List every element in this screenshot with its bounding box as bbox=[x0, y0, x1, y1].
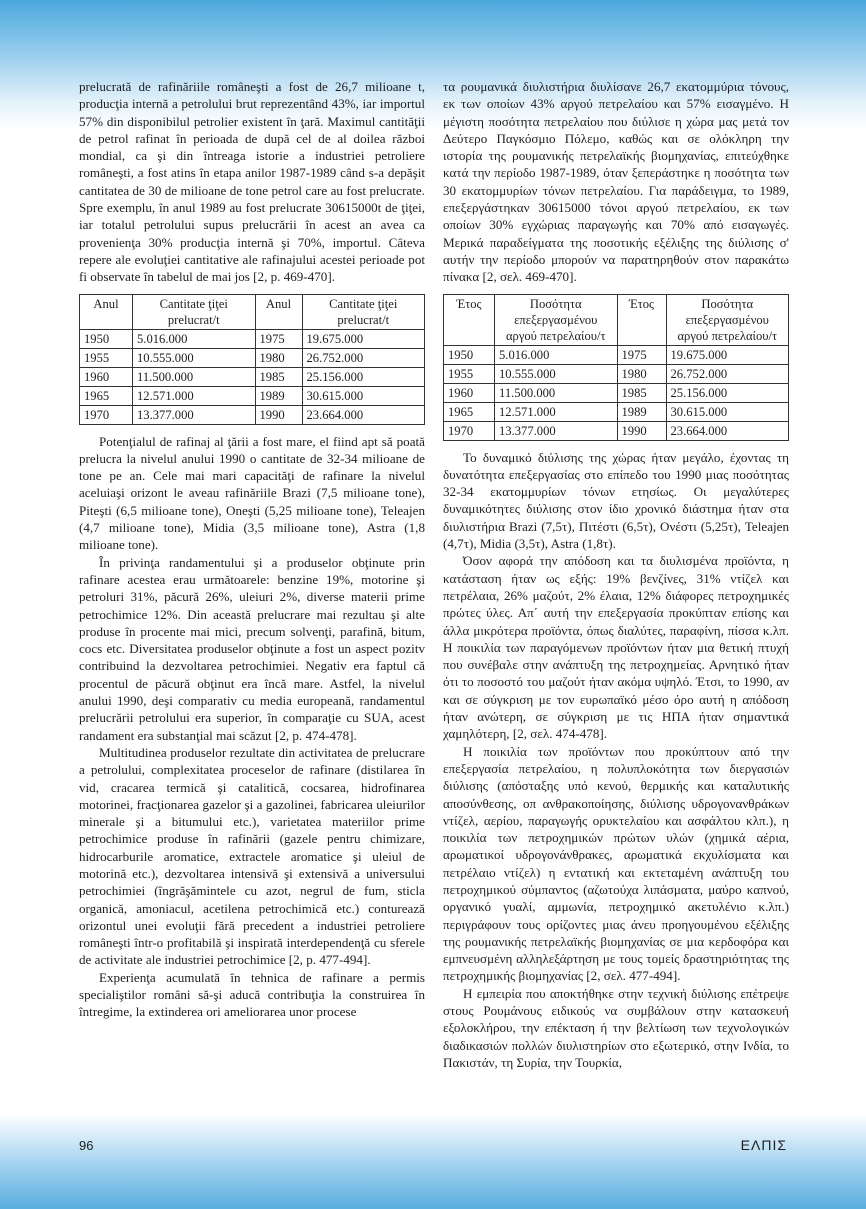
refining-table-ro bbox=[79, 294, 425, 425]
table-row bbox=[444, 383, 789, 402]
table-cell: 1960 bbox=[80, 367, 133, 386]
table-cell: 1990 bbox=[255, 405, 302, 424]
table-header-cell: Anul bbox=[80, 294, 133, 329]
table-header-cell: Cantitate ţiţei prelucrat/t bbox=[302, 294, 425, 329]
paragraph: Η εμπειρία που αποκτήθηκε στην τεχνική διύλισης επέτρεψε στους Ρουμάνους ειδικούς να συμβάλουν στην κατασκευή εξολοκλήρου, την επέκταση ή την βελτίωση των τεχνολογικών διαδικασιών πολλών διυλιστηρίων στο εξωτερικό, στην Ινδία, το Πακιστάν, τη Συρία, την Τουρκία, bbox=[443, 985, 789, 1070]
table-cell: 5.016.000 bbox=[133, 329, 256, 348]
table-cell: 1985 bbox=[617, 383, 666, 402]
table-cell: 1950 bbox=[444, 345, 495, 364]
table-cell: 1980 bbox=[255, 348, 302, 367]
table-row bbox=[80, 405, 425, 424]
table-cell: 11.500.000 bbox=[495, 383, 618, 402]
table-cell: 1960 bbox=[444, 383, 495, 402]
paragraph: Όσον αφορά την απόδοση και τα διυλισμένα προϊόντα, η κατάσταση ήταν ως εξής: 19% βενζίνες, 31% ντίζελ και πετρέλαια, 26% μαζούτ, 2% έλαια, 12% διάφορες πετροχημικές πρώτες ύλες. Απ΄ αυτή την επεξεργασία προκύπταν επίσης και άλλα μικρότερα προϊόντα, όπως διαλύτες, παραφίνη, πίσσα κ.λπ. Η ποικιλία των παραγόμενων προϊόντων ήταν μια θετική πτυχή που συνέβαλε στην ανάπτυξη της πετροχημείας. Αρνητικό ήταν ότι το ποσοστό του μαζούτ ήταν ακόμα υψηλό. Έτσι, το 1990, αν και σε σύγκριση με τον ευρωπαϊκό μέσο όρο αυτή η απόδοση ήταν ανώτερη, σε σύγκριση με τις ΗΠΑ ήταν σημαντικά χαμηλότερη, [2, σελ. 474-478]. bbox=[443, 553, 789, 742]
table-cell: 1965 bbox=[80, 386, 133, 405]
table-cell: 1989 bbox=[617, 402, 666, 421]
journal-name: ΕΛΠΙΣ bbox=[740, 1137, 787, 1153]
paragraph: Potenţialul de rafinaj al ţării a fost mare, el fiind apt să poată prelucra la nivelul anului 1990 o cantitate de 32-34 milioane de tone pe an. Cele mai mari capacităţi de rafinare la nivelul aceluiaşi orizont le aveau rafinăriile Brazi (7,5 milioane tone), Piteşti (6,5 milioane tone), Oneşti (5,25 milioane tone), Teleajen (4,7 milioane tone), Midia (3,5 milioane tone), Astra (1,8 milioane tone). bbox=[79, 433, 425, 553]
table-cell: 13.377.000 bbox=[133, 405, 256, 424]
table-cell: 1980 bbox=[617, 364, 666, 383]
table-cell: 30.615.000 bbox=[302, 386, 425, 405]
table-header-row bbox=[80, 294, 425, 329]
table-row bbox=[444, 402, 789, 421]
table-cell: 1970 bbox=[80, 405, 133, 424]
table-row bbox=[80, 386, 425, 405]
table-cell: 11.500.000 bbox=[133, 367, 256, 386]
paragraph: Το δυναμικό διύλισης της χώρας ήταν μεγάλο, έχοντας τη δυνατότητα επεξεργασίας στο επίπεδο του 1990 μιας ποσότητας 32-34 εκατομμυρίων τόνων ετησίως. Οι μεγαλύτερες δυναμικότητες διύλισης στον ίδιο χρονικό διάστημα ήταν στα διυλιστήρια Brazi (7,5τ), Πιτέστι (6,5τ), Ονέστι (5,25τ), Teleajen (4,7τ), Midia (3,5τ), Astra (1,8τ). bbox=[443, 449, 789, 552]
table-cell: 25.156.000 bbox=[666, 383, 789, 402]
table-cell: 12.571.000 bbox=[495, 402, 618, 421]
table-row bbox=[444, 345, 789, 364]
table-header-row bbox=[444, 294, 789, 345]
table-row bbox=[80, 348, 425, 367]
table-cell: 5.016.000 bbox=[495, 345, 618, 364]
table-cell: 1989 bbox=[255, 386, 302, 405]
table-cell: 12.571.000 bbox=[133, 386, 256, 405]
table-cell: 26.752.000 bbox=[302, 348, 425, 367]
table-header-cell: Έτος bbox=[444, 294, 495, 345]
refining-table-gr bbox=[443, 294, 789, 441]
table-cell: 19.675.000 bbox=[666, 345, 789, 364]
right-column-greek bbox=[443, 78, 789, 1071]
table-cell: 1965 bbox=[444, 402, 495, 421]
paragraph: Multitudinea produselor rezultate din activitatea de prelucrare a petrolului, complexitatea proceselor de rafinare (distilarea în vid, cracarea termică şi catalitică, cocsarea, hidrofinarea motorinei, fracţionarea gazelor şi a gazolinei, fabricarea uleiurilor minerale şi a bitumului etc.), varietatea materiilor prime petrochimice produse în rafinării (gazele pentru chimizare, hidrocarburile aromatice, extractele aromatice şi uleiul de motorină etc.), dezvoltarea intensivă şi extensivă a universului petrochimiei (îngrăşămintele cu azot, negrul de fum, sticla organică, amoniacul, acetilena petrochimică etc.) conturează orizontul unei evoluţii fără precedent a industriei petroliere româneşti într-o profitabilă şi inspirată interdependenţă cu sferele de activitate ale industriei petrochimice [2, p. 477-494]. bbox=[79, 744, 425, 968]
table-cell: 30.615.000 bbox=[666, 402, 789, 421]
table-cell: 1970 bbox=[444, 421, 495, 440]
paragraph: În privinţa randamentului şi a produselor obţinute prin rafinare acestea erau următoarele: benzine 19%, motorine şi petroluri 31%, păcură 26%, uleiuri 2%, diverse materii prime petrochimice 12%. Din această prelucrare mai rezultau şi alte produse în procente mai mici, precum solvenţi, parafină, bitum, cocs etc. Diversitatea produselor obţinute a fost un aspect pozitv contribuind la dezvoltarea petrochimiei. Negativ era faptul că procentul de păcură obţinut era încă mare. Astfel, la nivelul anului 1990, deşi comparativ cu media europeană, randamentul prelucrării petrolului era superior, în comparaţie cu SUA, acest randament era substanţial mai scăzut [2, p. 474-478]. bbox=[79, 554, 425, 743]
table-cell: 1975 bbox=[617, 345, 666, 364]
table-cell: 1975 bbox=[255, 329, 302, 348]
table-header-cell: Cantitate ţiţei prelucrat/t bbox=[133, 294, 256, 329]
table-cell: 26.752.000 bbox=[666, 364, 789, 383]
table-header-cell: Ποσότητα επεξεργασμένου αργού πετρελαίου/τ bbox=[666, 294, 789, 345]
table-cell: 1955 bbox=[444, 364, 495, 383]
table-row bbox=[80, 329, 425, 348]
table-cell: 1990 bbox=[617, 421, 666, 440]
table-row bbox=[444, 421, 789, 440]
paragraph: τα ρουμανικά διυλιστήρια διυλίσανε 26,7 εκατομμύρια τόνους, εκ των οποίων 43% αργού πετρελαίου και 57% εισαγμένο. Η μέγιστη ποσότητα πετρελαίου που διύλισε η χώρα μας μετά τον Δεύτερο Παγκόσμιο Πόλεμο, καθώς και σε ολόκληρη την ιστορία της ρουμανικής πετρελαϊκής βιομηχανίας, επιτεύχθηκε κατά την περίοδο 1987-1989, όταν ξεπεράστηκε η ποσότητα των 30 εκατομμυρίων τόνων πετρελαίου. Για παράδειγμα, το 1989, επεξεργάστηκαν 30615000 τόνοι αργού πετρελαίου, εκ των οποίων 30% εγχώριας παραγωγής και 70% από εισαγωγές. Μερικά παραδείγματα της ποσοτικής εξέλιξης της διύλισης σ' αυτήν την περίοδο μπορούν να παρατηρηθούν στον παρακάτω πίνακα [2, σελ. 469-470]. bbox=[443, 79, 789, 285]
table-cell: 13.377.000 bbox=[495, 421, 618, 440]
table-cell: 25.156.000 bbox=[302, 367, 425, 386]
table-cell: 23.664.000 bbox=[666, 421, 789, 440]
table-row bbox=[444, 364, 789, 383]
table-row bbox=[80, 367, 425, 386]
table-header-cell: Έτος bbox=[617, 294, 666, 345]
paragraph: prelucrată de rafinăriile româneşti a fost de 26,7 milioane t, producţia internă a petrolului brut reprezentând 43%, iar importul 57% din disponibilul petrolier existent în ţară. Maximul cantităţii de petrol rafinat în perioada de după cel de al doilea război mondial, ca şi din întreaga istorie a industriei petroliere româneşti, a fost atins în etapa anilor 1987-1989 când s-a depăşit cantitatea de 30 de milioane de tone petrol care au fost prelucrate. Spre exemplu, în anul 1989 au fost prelucrate 30615000t de ţiţei, iar totalul petrolului supus prelucrării în acest an avea ca provenienţa 30% producţia internă şi 70%, importul. Câteva repere ale evoluţiei cantitative ale rafinajului acestei perioade pot fi observate în tabelul de mai jos [2, p. 469-470]. bbox=[79, 79, 425, 285]
paragraph: Η ποικιλία των προϊόντων που προκύπτουν από την επεξεργασία πετρελαίου, η πολυπλοκότητα των διεργασιών διύλισης (απόσταξης υπό κενού, θερμικής και καταλυτικής αποσύνθεσης, οπ ανθρακοποίησης, διύλισης υδρογονανθράκων ντίζελ, αερίου, παραγωγής ορυκτελαίου και ασφάλτου κλπ.), η ποικιλία των πετροχημικών πρώτων υλών (χημικά αέρια, αρωματικοί υδρογονάνθρακες, αρωματικά εκχυλίσματα και πετρέλαιο ντίζελ) η εντατική και εκτεταμένη ανάπτυξη του πετροχημικού σύμπαντος (αζωτούχα λιπάσματα, μαύρο καπνού, οργανικό γυαλί, αμμωνία, πετροχημικό ακετυλένιο κ.λπ.) περιγράφουν τους ορίζοντες μιας άνευ προηγουμένου εξέλιξης της ρουμανικής πετρελαϊκής βιομηχανίας σε μια κερδοφόρα και εμπνευσμένη αλληλεξάρτηση με τους τομείς δραστηριότητας της πετροχημικής βιομηχανίας [2, σελ. 477-494]. bbox=[443, 743, 789, 984]
table-cell: 10.555.000 bbox=[133, 348, 256, 367]
table-cell: 1955 bbox=[80, 348, 133, 367]
table-header-cell: Anul bbox=[255, 294, 302, 329]
table-header-cell: Ποσότητα επεξεργασμένου αργού πετρελαίου/τ bbox=[495, 294, 618, 345]
footer-gradient-band bbox=[0, 1114, 866, 1209]
left-column-romanian bbox=[79, 78, 425, 1021]
table-cell: 19.675.000 bbox=[302, 329, 425, 348]
page-number: 96 bbox=[79, 1138, 94, 1153]
table-cell: 23.664.000 bbox=[302, 405, 425, 424]
table-cell: 10.555.000 bbox=[495, 364, 618, 383]
table-cell: 1950 bbox=[80, 329, 133, 348]
table-cell: 1985 bbox=[255, 367, 302, 386]
paragraph: Experienţa acumulată în tehnica de rafinare a permis specialiştilor români să-şi aducă contribuţia la construirea în întregime, la extinderea ori ameliorarea unor procese bbox=[79, 969, 425, 1020]
